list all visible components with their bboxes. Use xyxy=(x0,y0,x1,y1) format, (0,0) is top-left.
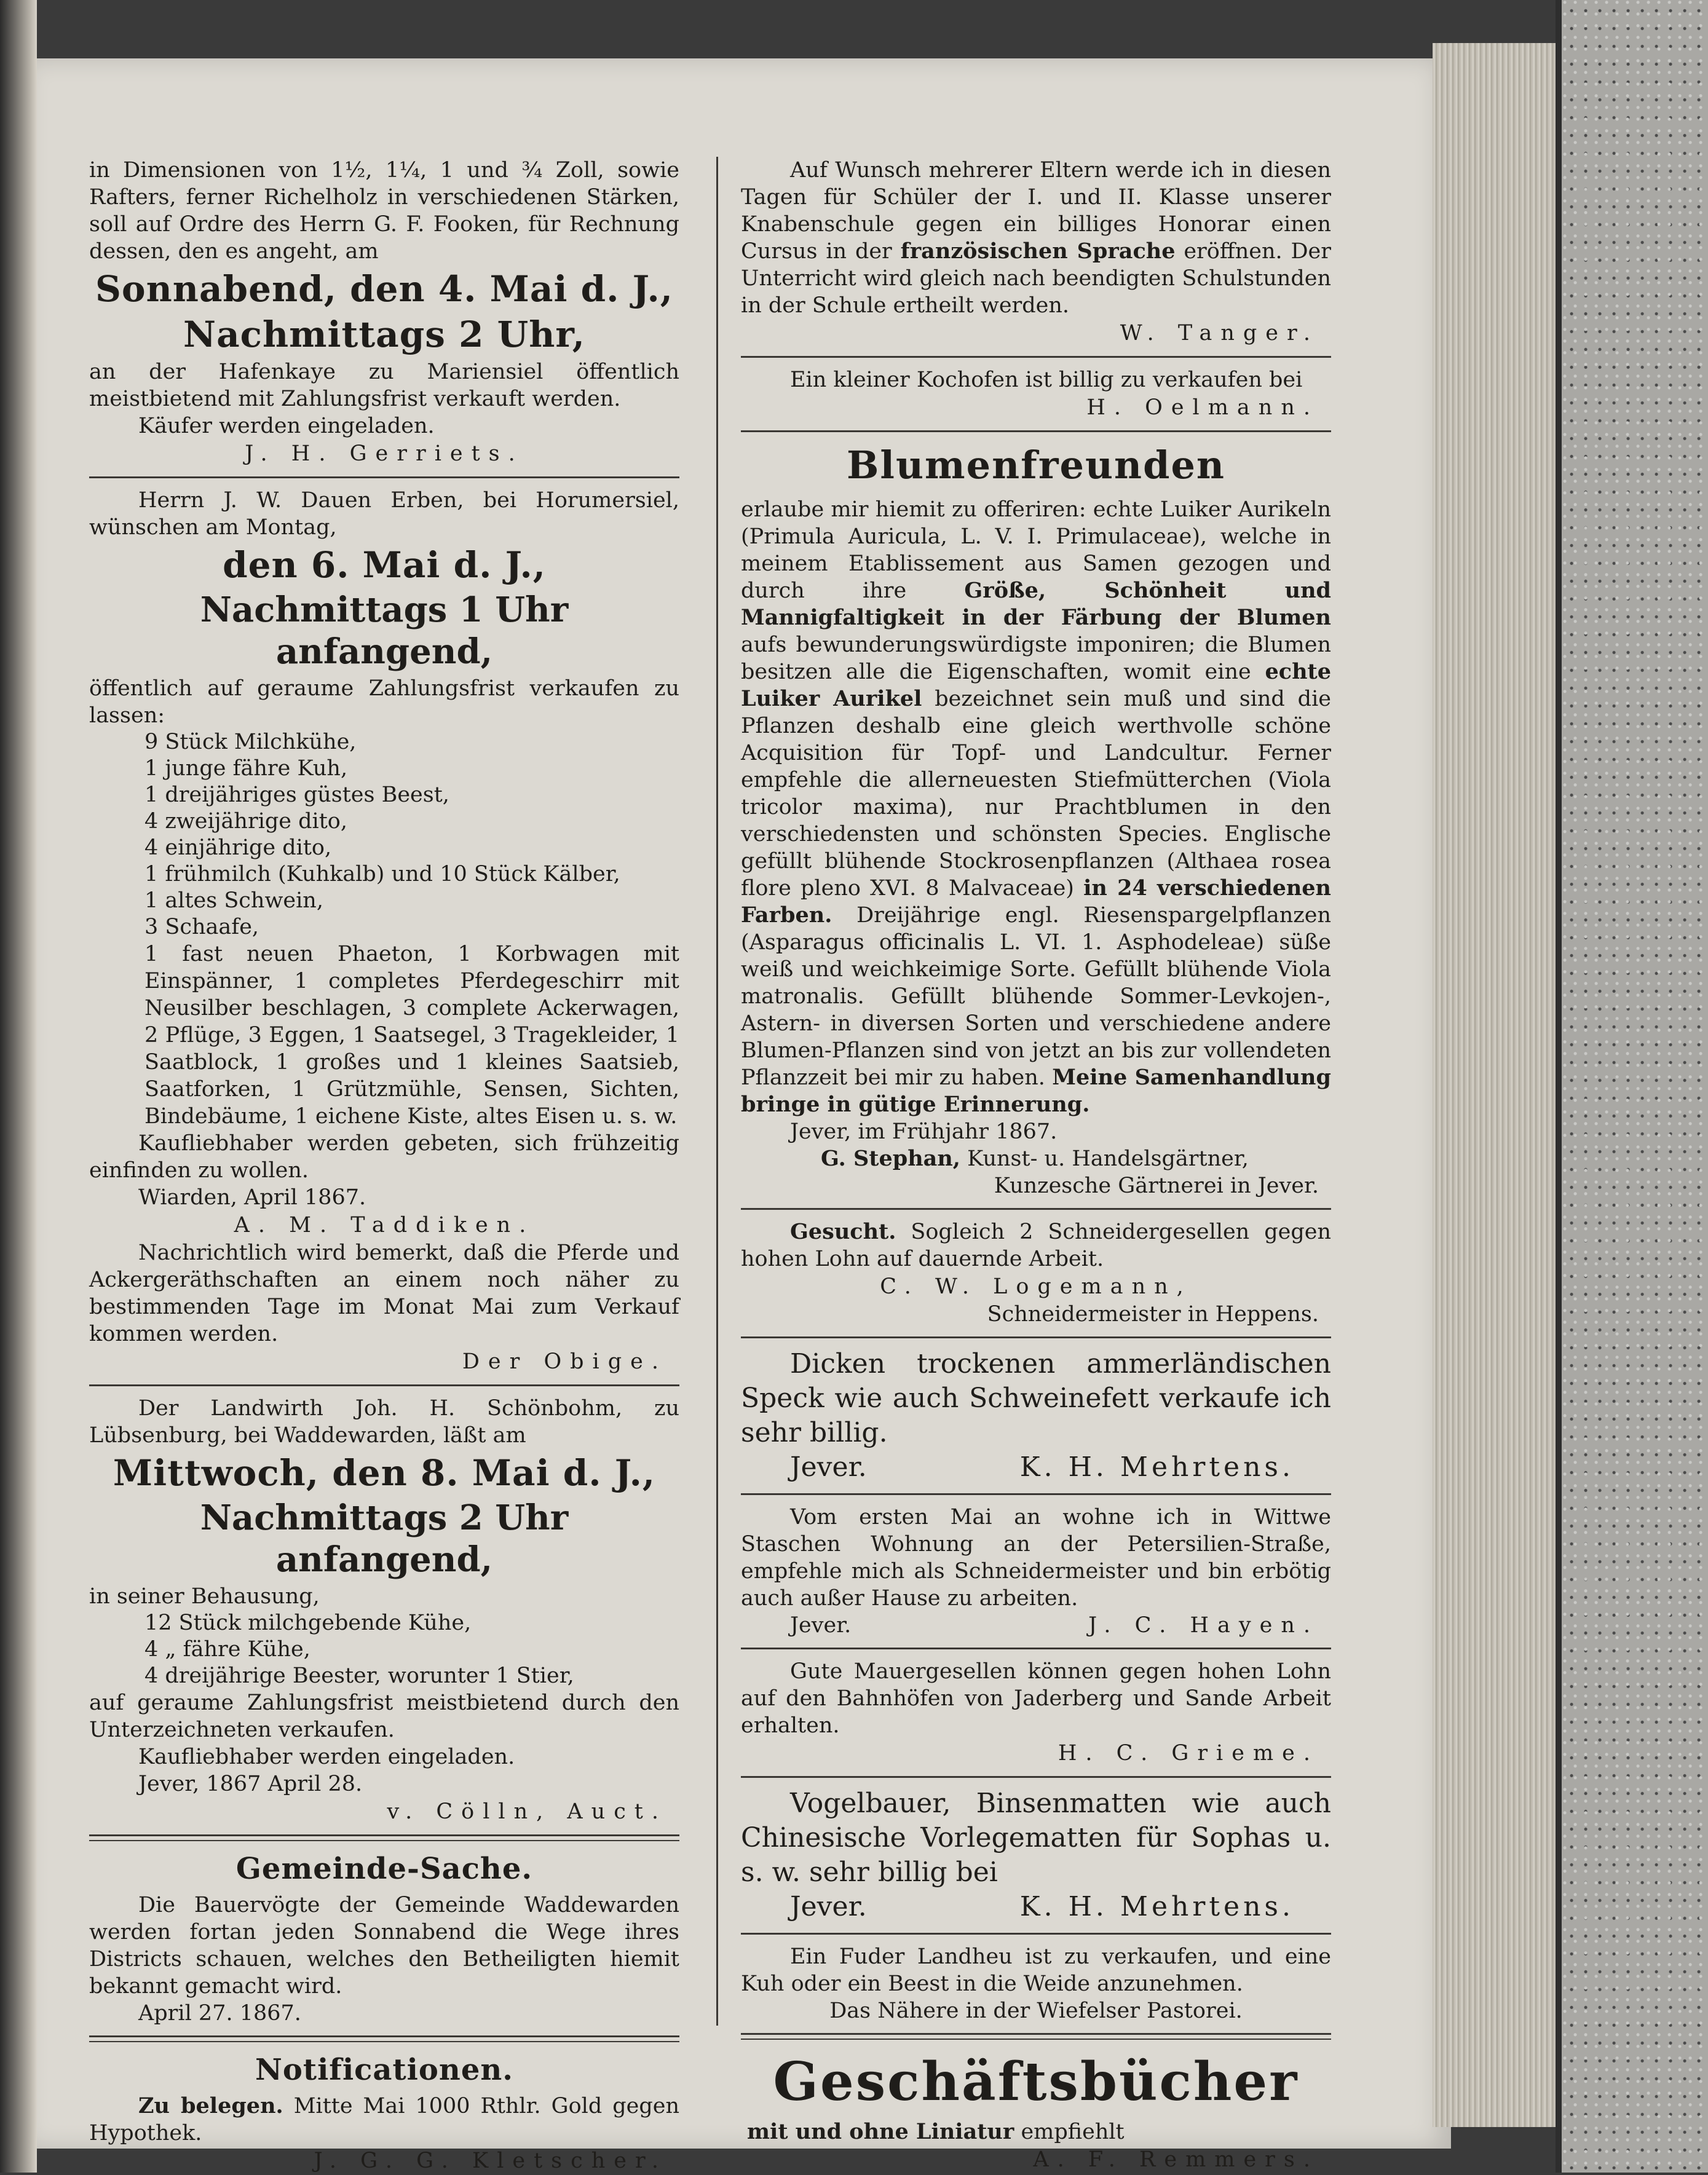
ad-tailor-relocation xyxy=(741,1504,1331,1639)
list-item: 1 frühmilch (Kuhkalb) und 10 Stück Kälber, xyxy=(144,862,620,886)
ad-emphasis: echte Luiker Aurikel xyxy=(741,659,1331,711)
ad-separator xyxy=(89,476,679,478)
book-fore-edge xyxy=(1433,43,1568,2127)
ad-text: Herrn J. W. Dauen Erben, bei Horumersiel, wünschen am Montag, xyxy=(89,488,679,540)
ad-signature: H. C. Grieme. xyxy=(1058,1741,1319,1766)
ad-text: Mitte Mai 1000 Rthlr. Gold gegen Hypothek. xyxy=(89,2094,679,2145)
ad-text: erlaube mir hiemit zu offeriren: echte Luiker Aurikeln (Primula Auricula, L. V. I. Primulaceae), welche in meinem Etablissement aus Samen gezogen und durch ihre xyxy=(741,497,1331,603)
ad-note: Das Nähere in der Wiefelser Pastorei. xyxy=(829,1999,1243,2023)
ad-text: öffentlich auf geraume Zahlungsfrist verkaufen zu lassen: xyxy=(89,676,679,728)
ad-flowers xyxy=(741,441,1331,1199)
ad-sig-title: Schneidermeister in Heppens. xyxy=(987,1302,1319,1327)
ad-signature: W. Tanger. xyxy=(1120,321,1319,345)
ad-sig-title: Kunst- u. Handelsgärtner, xyxy=(967,1147,1249,1171)
ad-text: Gute Mauergesellen können gegen hohen Lohn auf den Bahnhöfen von Jaderberg und Sande Arbeit erhalten. xyxy=(741,1659,1331,1738)
list-item: 1 dreijähriges güstes Beest, xyxy=(144,783,449,807)
book-left-edge xyxy=(0,0,37,2173)
ad-signature: J. G. G. Kletscher. xyxy=(314,2149,667,2173)
ad-signature: G. Stephan, xyxy=(821,1146,960,1171)
list-item: 12 Stück milchgebende Kühe, xyxy=(144,1611,472,1635)
ad-separator xyxy=(89,2035,679,2042)
ad-text: eröffnen. Der Unterricht wird gleich nach beendigten Schulstunden in der Schule ertheilt werden. xyxy=(741,239,1331,318)
ad-signature: K. H. Mehrtens. xyxy=(1019,1891,1294,1922)
ad-text: Sogleich 2 Schneidergesellen gegen hohen Lohn auf dauernde Arbeit. xyxy=(741,1220,1331,1271)
ad-text: Dreijährige engl. Riesenspargelpflanzen (Asparagus officinalis L. VI. 1. Asphodeleae) süße weiß und weichkeimige Sorte. Gefüllt blühende Viola matronalis. Gefüllt blühende Sommer-Levkojen-, Astern- in diversen Sorten und verschiedene andere Blumen-Pflanzen sind von jetzt an bis zur vollendeten Pflanzzeit bei mir zu haben. xyxy=(741,903,1331,1090)
ad-lead: Zu belegen. xyxy=(138,2093,283,2118)
list-item: 4 „ fähre Kühe, xyxy=(144,1637,310,1662)
ad-place: Jever, 1867 April 28. xyxy=(138,1772,363,1796)
ad-emphasis: Größe, Schönheit und Mannigfaltigkeit in der Färbung der Blumen xyxy=(741,578,1331,630)
list-item xyxy=(89,941,679,1130)
ad-place: Wiarden, April 1867. xyxy=(138,1185,366,1210)
ad-separator xyxy=(741,2033,1331,2040)
auction-date: den 6. Mai d. J., xyxy=(223,544,546,586)
ad-signature: J. C. Hayen. xyxy=(1088,1613,1319,1638)
ad-signature: K. H. Mehrtens. xyxy=(1019,1451,1294,1483)
ad-emphasis: mit und ohne Liniatur xyxy=(747,2119,1014,2144)
ad-date: April 27. 1867. xyxy=(138,2001,301,2026)
ad-text: an der Hafenkaye zu Mariensiel öffentlich meistbietend mit Zahlungsfrist verkauft werden. xyxy=(89,360,679,411)
ad-signature: v. Cölln, Auct. xyxy=(387,1799,667,1824)
ad-signature: J. H. Gerriets. xyxy=(245,441,524,466)
ad-text: Dicken trockenen ammerländischen Speck wie auch Schweinefett verkaufe ich sehr billig. xyxy=(741,1348,1331,1448)
ad-separator xyxy=(741,1648,1331,1649)
ad-place: Jever. xyxy=(790,1451,867,1483)
ad-text: auf geraume Zahlungsfrist meistbietend durch den Unterzeichneten verkaufen. xyxy=(89,1691,679,1742)
ad-text: in seiner Behausung, xyxy=(89,1584,320,1609)
section-title: Blumenfreunden xyxy=(847,443,1225,488)
ad-text: Ein Fuder Landheu ist zu verkaufen, und eine Kuh oder ein Beest in die Weide anzunehmen. xyxy=(741,1944,1331,1996)
auction-time: Nachmittags 2 Uhr anfangend, xyxy=(200,1498,569,1580)
ad-text: Der Landwirth Joh. H. Schönbohm, zu Lübsenburg, bei Waddewarden, läßt am xyxy=(89,1396,679,1448)
ad-separator xyxy=(741,430,1331,432)
ad-separator xyxy=(741,356,1331,358)
list-item: 9 Stück Milchkühe, xyxy=(144,730,357,754)
auction-date: Mittwoch, den 8. Mai d. J., xyxy=(113,1452,656,1494)
ad-masons-wanted xyxy=(741,1658,1331,1767)
ad-cattle-auction xyxy=(89,1395,679,1826)
ad-signature: Der Obige. xyxy=(462,1349,667,1374)
ad-lead: Gesucht. xyxy=(790,1219,896,1244)
ad-place: Jever. xyxy=(790,1613,852,1638)
ad-separator xyxy=(741,1776,1331,1778)
ad-wanted-tailors xyxy=(741,1218,1331,1328)
list-item: 4 dreijährige Beester, worunter 1 Stier, xyxy=(144,1664,574,1688)
ad-separator xyxy=(741,1208,1331,1210)
ad-separator xyxy=(741,1336,1331,1338)
left-column xyxy=(89,157,679,2173)
list-item: 1 junge fähre Kuh, xyxy=(144,756,348,781)
ad-livestock-auction xyxy=(89,487,679,1376)
ad-separator xyxy=(741,1933,1331,1935)
ad-separator xyxy=(89,1384,679,1386)
section-title: Geschäftsbücher xyxy=(773,2051,1299,2113)
list-item: 1 altes Schwein, xyxy=(144,888,323,913)
ad-note: Nachrichtlich wird bemerkt, daß die Pferde und Ackergeräthschaften an einem noch näher zu bestimmenden Tage im Monat Mai zum Verkauf kommen werden. xyxy=(89,1241,679,1346)
auction-time: Nachmittags 2 Uhr, xyxy=(183,314,585,355)
section-title: Notificationen. xyxy=(255,2053,513,2087)
ad-text: aufs bewunderungswürdigste imponiren; die Blumen besitzen alle die Eigenschaften, womit eine xyxy=(741,633,1331,684)
ad-signature: A. F. Remmers. xyxy=(1033,2147,1319,2172)
section-title: Gemeinde-Sache. xyxy=(235,1852,533,1886)
ad-separator xyxy=(741,1493,1331,1495)
list-item-text: 1 fast neuen Phaeton, 1 Korbwagen mit Einspänner, 1 completes Pferdegeschirr mit Neusilber beschlagen, 3 complete Ackerwagen, 2 Pflüge, 3 Eggen, 1 Saatsegel, 3 Tragekleider, 1 Saatblock, 1 großes und 1 kleines Saatsieb, Saatforken, 1 Grützmühle, Sensen, Sichten, Bindebäume, 1 eichene Kiste, altes Eisen u. s. w. xyxy=(144,942,679,1129)
ad-emphasis: französischen Sprache xyxy=(900,239,1176,264)
book-cover xyxy=(1562,0,1708,2173)
ad-municipal-notice xyxy=(89,1850,679,2027)
ad-stove-sale xyxy=(741,366,1331,422)
ad-emphasis: in 24 verschiedenen Farben. xyxy=(741,875,1331,928)
ad-invite: Käufer werden eingeladen. xyxy=(138,414,435,438)
list-item: 3 Schaafe, xyxy=(144,915,259,939)
ad-text: Auf Wunsch mehrerer Eltern werde ich in diesen Tagen für Schüler der I. und II. Klasse unserer Knabenschule gegen ein billiges Honorar einen Cursus in der xyxy=(741,158,1331,264)
list-item: 4 einjährige dito, xyxy=(144,835,332,860)
ad-hay-sale xyxy=(741,1943,1331,2024)
column-divider xyxy=(716,157,718,2026)
ad-place: Jever. xyxy=(790,1891,867,1922)
ad-account-books xyxy=(741,2048,1331,2174)
ad-signature: C. W. Logemann, xyxy=(880,1274,1192,1299)
list-item: 4 zweijährige dito, xyxy=(144,809,347,834)
ad-text: Vom ersten Mai an wohne ich in Wittwe Staschen Wohnung an der Petersilien-Straße, empfehle mich als Schneidermeister und bin erbötig auch außer Hause zu arbeiten. xyxy=(741,1505,1331,1611)
ad-sig-firm: Kunzesche Gärtnerei in Jever. xyxy=(994,1174,1319,1198)
ad-invite: Kaufliebhaber werden eingeladen. xyxy=(138,1745,515,1769)
ad-signature: H. Oelmann. xyxy=(1086,395,1319,420)
ad-text: Ein kleiner Kochofen ist billig zu verkaufen bei xyxy=(790,368,1303,392)
ad-signature: A. M. Taddiken. xyxy=(234,1213,535,1238)
ad-text: in Dimensionen von 1½, 1¼, 1 und ¾ Zoll, sowie Rafters, ferner Richelholz in verschiedenen Stärken, soll auf Ordre des Herrn G. F. Fooken, für Rechnung dessen, den es angeht, am xyxy=(89,158,679,264)
ad-text: empfiehlt xyxy=(1021,2120,1125,2144)
ad-text: bezeichnet sein muß und sind die Pflanzen deshalb eine gleich werthvolle schöne Acquisition für Topf- und Landcultur. Ferner empfehle die allerneuesten Stiefmütterchen (Viola tricolor maxima), nur Prachtblumen in den verschiedensten und schönsten Species. Englische gefüllt blühende Stockrosenpflanzen (Althaea rosea flore pleno XVI. 8 Malvaceae) xyxy=(741,687,1331,901)
ad-invite: Kaufliebhaber werden gebeten, sich frühzeitig einfinden zu wollen. xyxy=(89,1131,679,1183)
ad-timber-auction xyxy=(89,157,679,468)
ad-french-course xyxy=(741,157,1331,347)
ad-birdcages xyxy=(741,1786,1331,1924)
right-column xyxy=(741,157,1331,2172)
ad-notifications xyxy=(89,2051,679,2175)
ad-emphasis: Meine Samenhandlung bringe in gütige Erinnerung. xyxy=(741,1065,1331,1117)
ad-bacon-sale xyxy=(741,1347,1331,1485)
auction-time: Nachmittags 1 Uhr anfangend, xyxy=(200,590,569,672)
ad-place: Jever, im Frühjahr 1867. xyxy=(790,1119,1058,1144)
ad-text: Die Bauervögte der Gemeinde Waddewarden werden fortan jeden Sonnabend die Wege ihres Districts schauen, welches den Betheiligten hiemit bekannt gemacht wird. xyxy=(89,1893,679,1999)
ad-text: Vogelbauer, Binsenmatten wie auch Chinesische Vorlegematten für Sophas u. s. w. sehr billig bei xyxy=(741,1788,1331,1888)
ad-separator xyxy=(89,1834,679,1841)
auction-date: Sonnabend, den 4. Mai d. J., xyxy=(95,268,673,310)
